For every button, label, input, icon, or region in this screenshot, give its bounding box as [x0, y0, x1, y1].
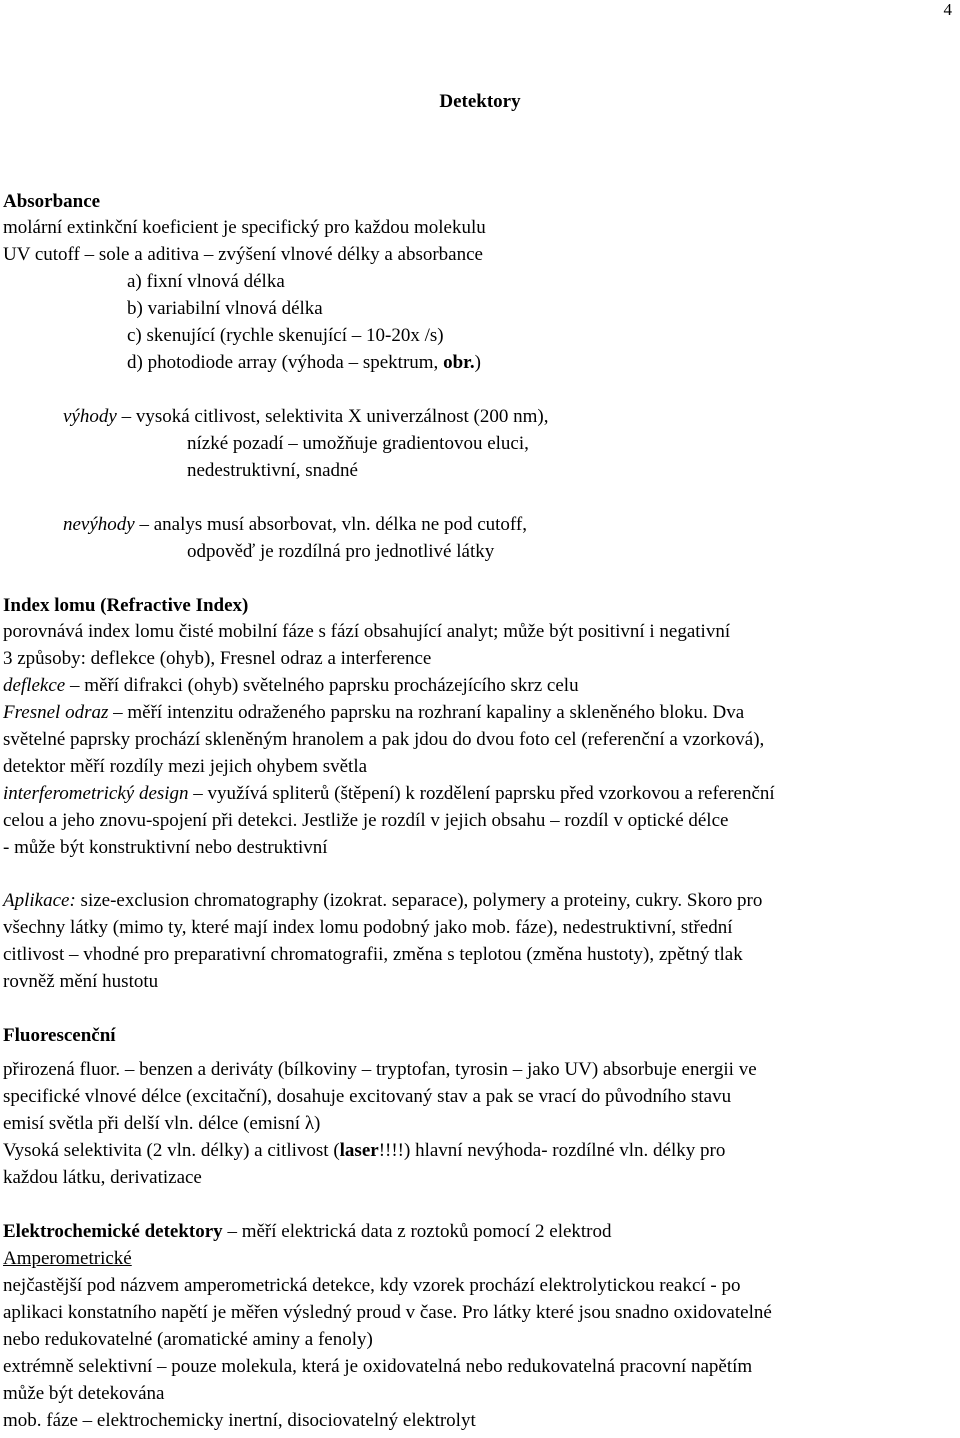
absorbance-option-b: b) variabilní vlnová délka [127, 298, 323, 319]
electrochem-line: nejčastější pod názvem amperometrická detekce, kdy vzorek prochází elektrolytickou reakcí - po [3, 1275, 741, 1296]
advantages-line: nedestruktivní, snadné [187, 460, 358, 481]
fluorescence-heading: Fluorescenční [3, 1025, 116, 1046]
page-number: 4 [943, 0, 952, 19]
deflekce-text: – měří difrakci (ohyb) světelného paprsku procházejícího skrz celu [69, 675, 579, 696]
fluorescence-line: každou látku, derivatizace [3, 1167, 202, 1188]
absorbance-option-a: a) fixní vlnová délka [127, 271, 285, 292]
absorbance-option-d [127, 351, 481, 375]
ri-application-line: všechny látky (mimo ty, které mají index lomu podobný jako mob. fáze), nedestruktivní, střední [3, 917, 733, 938]
ri-line [3, 782, 775, 806]
electrochem-heading-text: – měří elektrická data z roztoků pomocí 2 elektrod [227, 1221, 612, 1242]
application-text: size-exclusion chromatography (izokrat. separace), polymery a proteiny, cukry. Skoro pro [80, 890, 763, 911]
absorbance-line: UV cutoff – sole a aditiva – zvýšení vlnové délky a absorbance [3, 244, 483, 265]
advantages-line: nízké pozadí – umožňuje gradientovou eluci, [187, 433, 529, 454]
advantages-text: – vysoká citlivost, selektivita X univerzálnost (200 nm), [121, 406, 549, 427]
fluorescence-line: přirozená fluor. – benzen a deriváty (bílkoviny – tryptofan, tyrosin – jako UV) absorbuje energii ve [3, 1059, 757, 1080]
absorbance-option-c: c) skenující (rychle skenující – 10-20x /s) [127, 325, 444, 346]
ri-line [3, 674, 579, 698]
electrochem-line: nebo redukovatelné (aromatické aminy a fenoly) [3, 1329, 373, 1350]
option-d-text: d) photodiode array (výhoda – spektrum, [127, 352, 439, 373]
fresnel-label: Fresnel odraz [3, 702, 109, 723]
ri-line [3, 701, 744, 725]
ri-line: porovnává index lomu čisté mobilní fáze s fází obsahující analyt; může být positivní i negativní [3, 621, 731, 642]
electrochem-heading: Elektrochemické detektory [3, 1221, 223, 1242]
ri-heading: Index lomu (Refractive Index) [3, 595, 249, 616]
advantages-label: výhody [63, 406, 117, 427]
ri-line: 3 způsoby: deflekce (ohyb), Fresnel odraz a interference [3, 648, 432, 669]
ri-line: - může být konstruktivní nebo destruktivní [3, 837, 328, 858]
ri-application-line: rovněž mění hustotu [3, 971, 159, 992]
electrochem-line: mob. fáze – elektrochemicky inertní, disociovatelný elektrolyt [3, 1410, 476, 1431]
ri-line: detektor měří rozdíly mezi jejich ohybem světla [3, 756, 368, 777]
fluorescence-line: emisí světla při delší vln. délce (emisní λ) [3, 1113, 321, 1134]
fluorescence-text: Vysoká selektivita (2 vln. délky) a citlivost ( [3, 1140, 340, 1161]
fluorescence-line [3, 1139, 725, 1163]
disadvantages-line [63, 513, 527, 537]
absorbance-heading: Absorbance [3, 191, 101, 212]
application-label: Aplikace: [3, 890, 76, 911]
advantages-line [63, 405, 548, 429]
disadvantages-label: nevýhody [63, 514, 135, 535]
laser-bold: laser [339, 1140, 379, 1161]
fluorescence-line: specifické vlnové délce (excitační), dosahuje excitovaný stav a pak se vrací do původního stavu [3, 1086, 732, 1107]
absorbance-line: molární extinkční koeficient je specifický pro každou molekulu [3, 217, 486, 238]
electrochem-heading-line [3, 1220, 612, 1244]
deflekce-label: deflekce [3, 675, 66, 696]
electrochem-line: může být detekována [3, 1383, 165, 1404]
ri-application-line: citlivost – vhodné pro preparativní chromatografii, změna s teplotou (změna hustoty), zpětný tlak [3, 944, 743, 965]
interferometric-label: interferometrický design [3, 783, 189, 804]
disadvantages-line: odpověď je rozdílná pro jednotlivé látky [187, 541, 495, 562]
ri-application-line [3, 889, 762, 913]
fresnel-text: – měří intenzitu odraženého paprsku na rozhraní kapaliny a skleněného bloku. Dva [113, 702, 745, 723]
disadvantages-text: – analys musí absorbovat, vln. délka ne pod cutoff, [139, 514, 527, 535]
interferometric-text: – využívá spliterů (štěpení) k rozdělení paprsku před vzorkovou a referenční [193, 783, 775, 804]
ri-line: celou a jeho znovu-spojení při detekci. Jestliže je rozdíl v jejich obsahu – rozdíl v optické délce [3, 810, 729, 831]
page-title: Detektory [439, 91, 521, 112]
option-d-bold: obr. [443, 352, 475, 373]
option-d-end: ) [474, 352, 481, 373]
amperometric-subheading: Amperometrické [3, 1248, 132, 1269]
electrochem-line: extrémně selektivní – pouze molekula, která je oxidovatelná nebo redukovatelná pracovní napětím [3, 1356, 753, 1377]
fluorescence-text: !!!!) hlavní nevýhoda- rozdílné vln. délky pro [378, 1140, 726, 1161]
ri-line: světelné paprsky prochází skleněným hranolem a pak jdou do dvou foto cel (referenční a vzorková), [3, 729, 765, 750]
electrochem-line: aplikaci konstatního napětí je měřen výsledný proud v čase. Pro látky které jsou snadno oxidovatelné [3, 1302, 772, 1323]
